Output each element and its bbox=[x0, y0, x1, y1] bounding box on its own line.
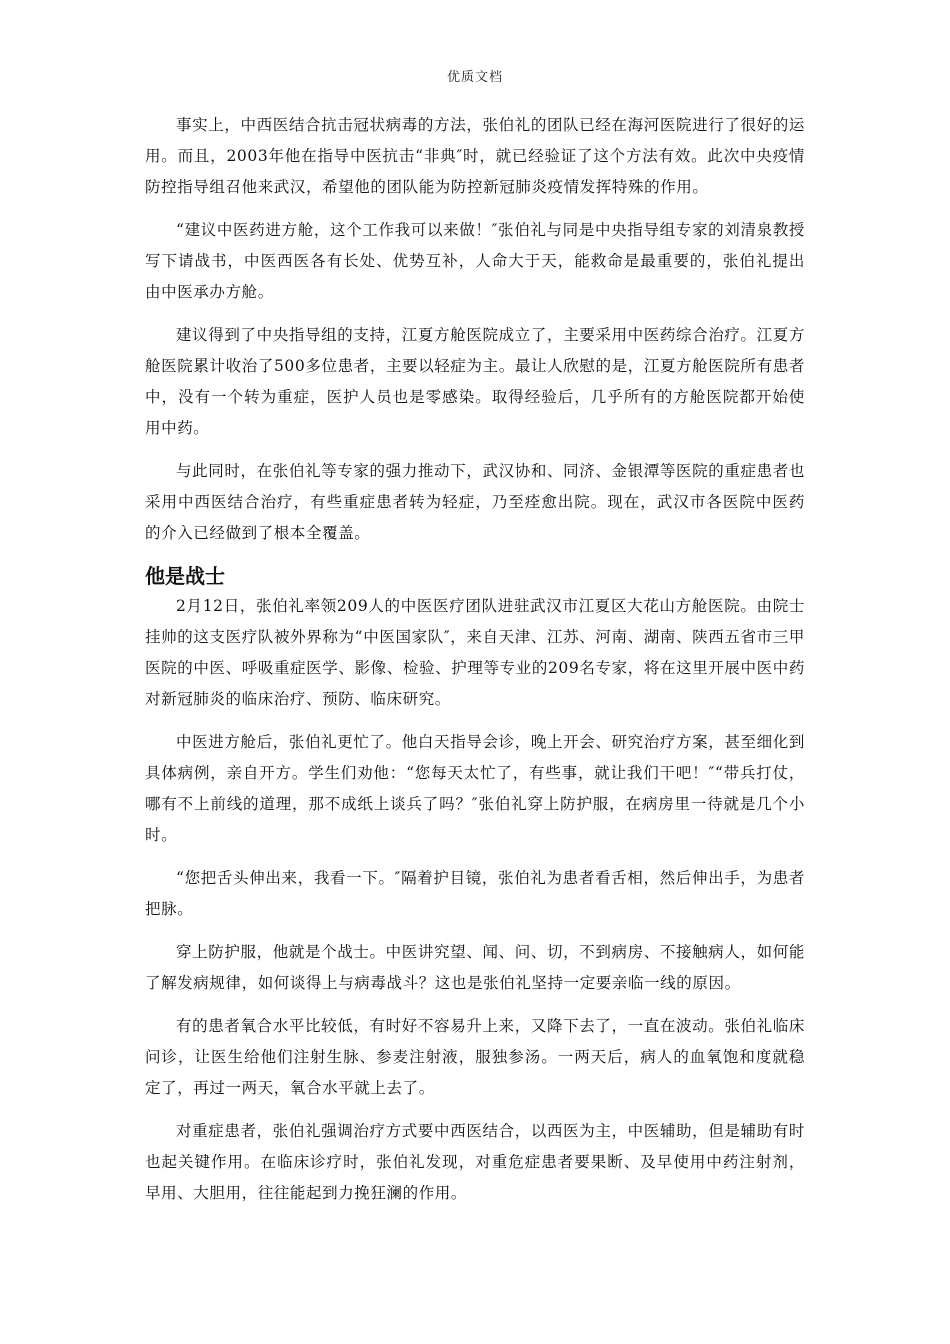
paragraph: “建议中医药进方舱，这个工作我可以来做！″张伯礼与同是中央指导组专家的刘清泉教授写下请战书，中医西医各有长处、优势互补，人命大于天，能救命是最重要的，张伯礼提出由中医承办方舱。 bbox=[145, 221, 805, 301]
paragraph: 事实上，中西医结合抗击冠状病毒的方法，张伯礼的团队已经在海河医院进行了很好的运用。而且，2003年他在指导中医抗击“非典″时，就已经验证了这个方法有效。此次中央疫情防控指导组召他来武汉，希望他的团队能为防控新冠肺炎疫情发挥特殊的作用。 bbox=[145, 116, 805, 196]
paragraph: 有的患者氧合水平比较低，有时好不容易升上来，又降下去了，一直在波动。张伯礼临床问诊，让医生给他们注射生脉、参麦注射液，服独参汤。一两天后，病人的血氧饱和度就稳定了，再过一两天，氧合水平就上去了。 bbox=[145, 1017, 805, 1097]
document-body bbox=[145, 110, 805, 1221]
paragraph: “您把舌头伸出来，我看一下。″隔着护目镜，张伯礼为患者看舌相，然后伸出手，为患者把脉。 bbox=[145, 869, 805, 918]
section-heading: 他是战士 bbox=[145, 564, 225, 588]
paragraph: 2月12日，张伯礼率领209人的中医医疗团队进驻武汉市江夏区大花山方舱医院。由院士挂帅的这支医疗队被外界称为“中医国家队″，来自天津、江苏、河南、湖南、陕西五省市三甲医院的中医、呼吸重症医学、影像、检验、护理等专业的209名专家，将在这里开展中医中药对新冠肺炎的临床治疗、预防、临床研究。 bbox=[145, 597, 805, 708]
paragraph: 中医进方舱后，张伯礼更忙了。他白天指导会诊，晚上开会、研究治疗方案，甚至细化到具体病例，亲自开方。学生们劝他：“您每天太忙了，有些事，就让我们干吧！″“带兵打仗，哪有不上前线的道理，那不成纸上谈兵了吗？″张伯礼穿上防护服，在病房里一待就是几个小时。 bbox=[145, 733, 805, 844]
paragraph: 穿上防护服，他就是个战士。中医讲究望、闻、问、切，不到病房、不接触病人，如何能了解发病规律，如何谈得上与病毒战斗？这也是张伯礼坚持一定要亲临一线的原因。 bbox=[145, 943, 805, 992]
page-header: 优质文档 bbox=[446, 70, 503, 85]
paragraph: 建议得到了中央指导组的支持，江夏方舱医院成立了，主要采用中医药综合治疗。江夏方舱医院累计收治了500多位患者，主要以轻症为主。最让人欣慰的是，江夏方舱医院所有患者中，没有一个转为重症，医护人员也是零感染。取得经验后，几乎所有的方舱医院都开始使用中药。 bbox=[145, 326, 805, 437]
paragraph: 与此同时，在张伯礼等专家的强力推动下，武汉协和、同济、金银潭等医院的重症患者也采用中西医结合治疗，有些重症患者转为轻症，乃至痊愈出院。现在，武汉市各医院中医药的介入已经做到了根本全覆盖。 bbox=[145, 462, 805, 542]
paragraph: 对重症患者，张伯礼强调治疗方式要中西医结合，以西医为主，中医辅助，但是辅助有时也起关键作用。在临床诊疗时，张伯礼发现，对重危症患者要果断、及早使用中药注射剂，早用、大胆用，往往能起到力挽狂澜的作用。 bbox=[145, 1122, 805, 1202]
